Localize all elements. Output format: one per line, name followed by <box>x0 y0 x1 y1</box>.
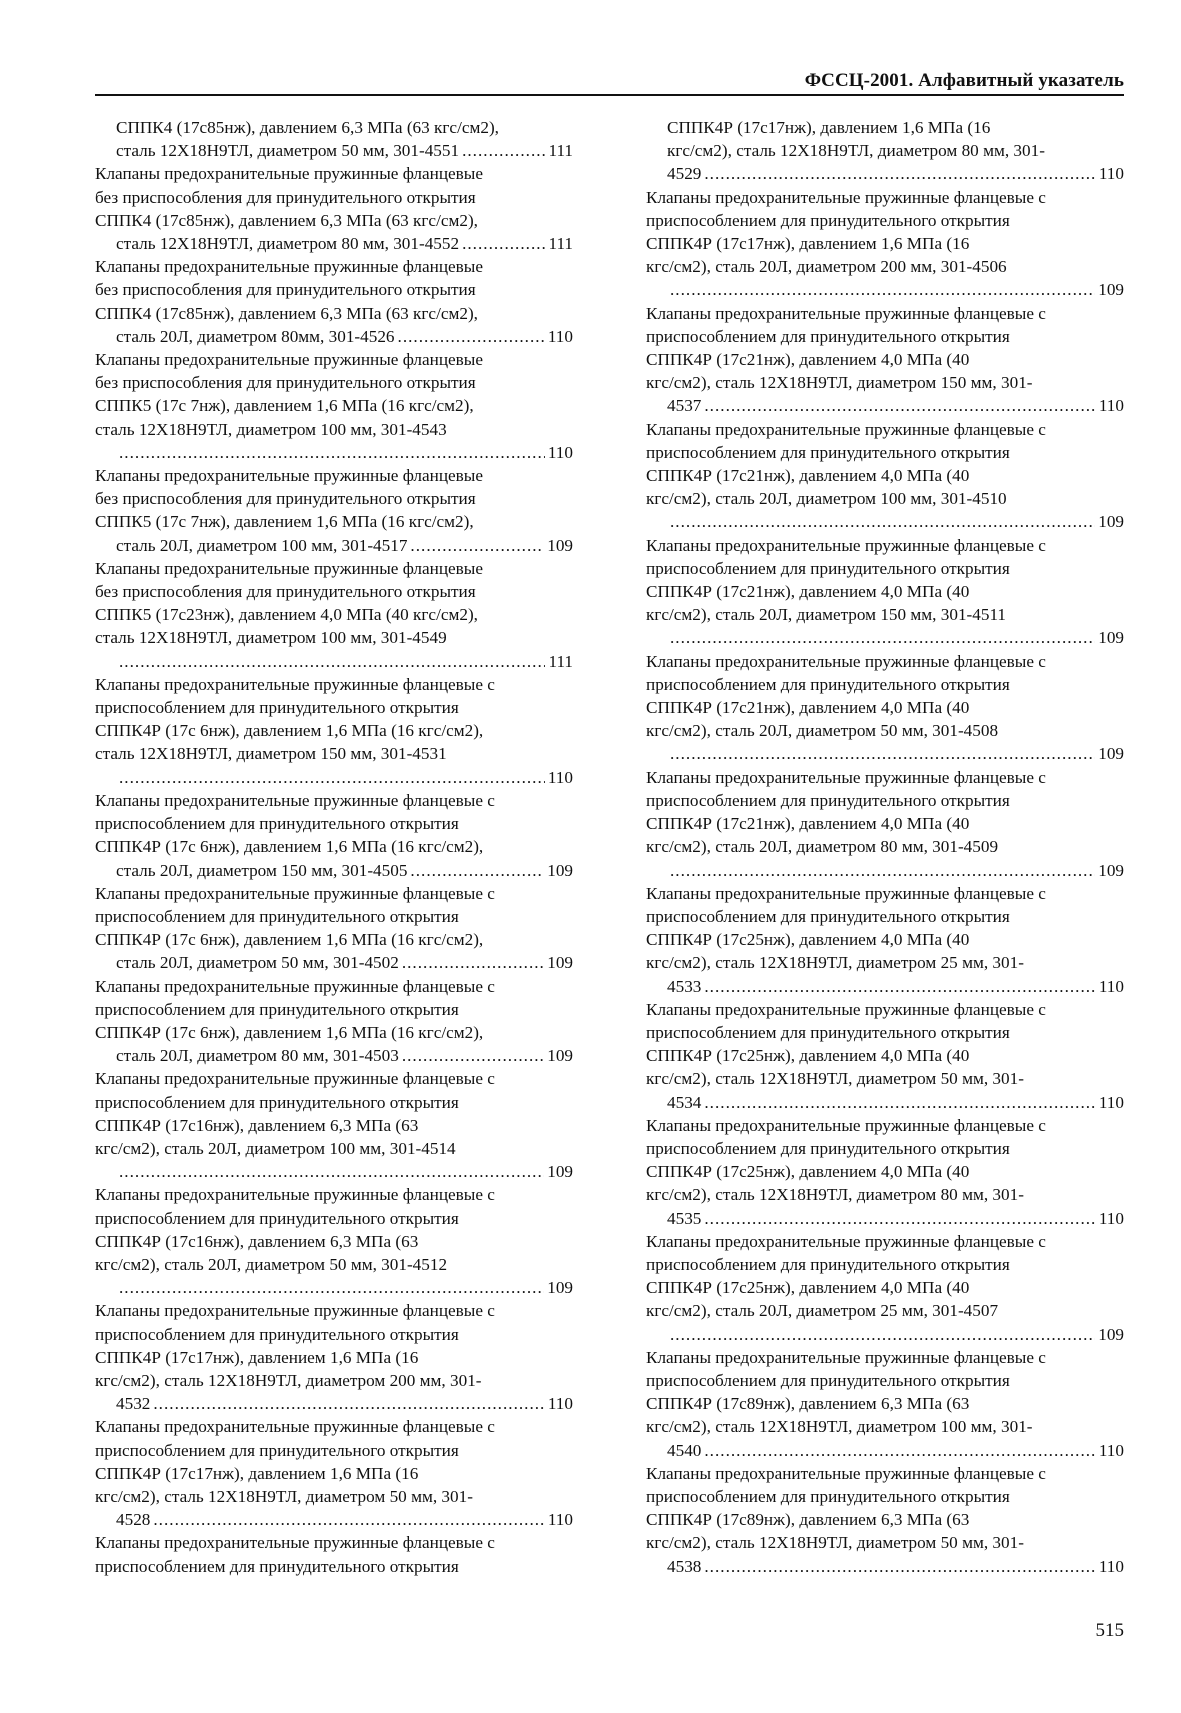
entry-line: сталь 20Л, диаметром 150 мм, 301-4505 <box>116 860 408 880</box>
entry-line: кгс/см2), сталь 20Л, диаметром 200 мм, 301-4506 <box>646 257 1007 277</box>
leader-dots <box>670 859 1095 882</box>
dot-leader <box>667 162 1124 185</box>
dot-leader <box>116 325 573 348</box>
index-entry <box>95 673 573 789</box>
entry-line: СППК4Р (17с21нж), давлением 4,0 МПа (40 <box>646 582 970 602</box>
index-entry <box>646 882 1124 998</box>
entry-line: приспособлением для принудительного открытия <box>95 906 459 926</box>
index-entry <box>95 1531 573 1577</box>
entry-line: Клапаны предохранительные пружинные фланцевые с <box>646 883 1046 903</box>
dot-leader <box>667 626 1124 649</box>
entry-line: СППК5 (17с 7нж), давлением 1,6 МПа (16 кгс/см2), <box>95 512 474 532</box>
leader-dots <box>704 975 1095 998</box>
entry-line: Клапаны предохранительные пружинные фланцевые с <box>95 1533 495 1553</box>
entry-line: без приспособления для принудительного открытия <box>95 489 476 509</box>
entry-line: СППК4 (17с85нж), давлением 6,3 МПа (63 кгс/см2), <box>95 303 478 323</box>
entry-line: СППК4Р (17с21нж), давлением 4,0 МПа (40 <box>646 814 970 834</box>
leader-dots <box>119 1276 544 1299</box>
entry-line: Клапаны предохранительные пружинные фланцевые с <box>95 1301 495 1321</box>
leader-dots <box>462 139 545 162</box>
index-entry <box>95 975 573 1068</box>
entry-line: Клапаны предохранительные пружинные фланцевые с <box>646 1463 1046 1483</box>
entry-line: Клапаны предохранительные пружинные фланцевые с <box>95 1417 495 1437</box>
dot-leader <box>116 951 573 974</box>
entry-line: кгс/см2), сталь 20Л, диаметром 50 мм, 301-4512 <box>95 1254 448 1274</box>
entry-line: 4537 <box>667 396 702 416</box>
entry-line: Клапаны предохранительные пружинные фланцевые с <box>646 419 1046 439</box>
leader-dots <box>704 1207 1095 1230</box>
entry-line: СППК4 (17с85нж), давлением 6,3 МПа (63 кгс/см2), <box>95 210 478 230</box>
entry-line: СППК5 (17с23нж), давлением 4,0 МПа (40 кгс/см2), <box>95 605 478 625</box>
index-entry <box>95 464 573 557</box>
entry-line: приспособлением для принудительного открытия <box>646 1370 1010 1390</box>
entry-line: приспособлением для принудительного открытия <box>646 1254 1010 1274</box>
leader-dots <box>670 510 1095 533</box>
page-reference: 110 <box>1098 1092 1124 1112</box>
page-reference: 110 <box>547 1394 573 1414</box>
entry-line: кгс/см2), сталь 12Х18Н9ТЛ, диаметром 100 мм, 301- <box>646 1417 1033 1437</box>
page-number: 515 <box>1095 1620 1124 1641</box>
entry-line: приспособлением для принудительного открытия <box>95 1208 459 1228</box>
leader-dots <box>410 534 544 557</box>
leader-dots <box>119 441 545 464</box>
entry-line: приспособлением для принудительного открытия <box>95 1440 459 1460</box>
entry-line: приспособлением для принудительного открытия <box>95 999 459 1019</box>
index-entry <box>95 1067 573 1183</box>
entry-line: СППК4Р (17с25нж), давлением 4,0 МПа (40 <box>646 1046 970 1066</box>
leader-dots <box>119 1160 544 1183</box>
entry-line: сталь 20Л, диаметром 80мм, 301-4526 <box>116 326 395 346</box>
entry-line: без приспособления для принудительного открытия <box>95 582 476 602</box>
dot-leader <box>116 1160 573 1183</box>
page-reference: 111 <box>548 234 573 254</box>
index-entry <box>95 255 573 348</box>
dot-leader <box>667 742 1124 765</box>
page-reference: 109 <box>1098 1324 1124 1344</box>
entry-line: Клапаны предохранительные пружинные фланцевые <box>95 164 483 184</box>
leader-dots <box>704 394 1095 417</box>
leader-dots <box>670 742 1095 765</box>
page-reference: 110 <box>1098 396 1124 416</box>
dot-leader <box>667 510 1124 533</box>
entry-line: Клапаны предохранительные пружинные фланцевые <box>95 257 483 277</box>
entry-line: Клапаны предохранительные пружинные фланцевые с <box>95 1069 495 1089</box>
index-entry <box>95 1415 573 1531</box>
index-entry <box>95 116 573 162</box>
page-reference: 110 <box>547 767 573 787</box>
entry-line: приспособлением для принудительного открытия <box>646 210 1010 230</box>
dot-leader <box>116 441 573 464</box>
entry-line: приспособлением для принудительного открытия <box>646 326 1010 346</box>
index-entry <box>646 116 1124 186</box>
entry-line: 4529 <box>667 164 702 184</box>
entry-line: приспособлением для принудительного открытия <box>646 558 1010 578</box>
dot-leader <box>116 1392 573 1415</box>
entry-line: СППК4Р (17с25нж), давлением 4,0 МПа (40 <box>646 1278 970 1298</box>
page-reference: 109 <box>1098 628 1124 648</box>
dot-leader <box>667 278 1124 301</box>
entry-line: приспособлением для принудительного открытия <box>95 1324 459 1344</box>
page-reference: 110 <box>547 326 573 346</box>
entry-line: СППК4Р (17с16нж), давлением 6,3 МПа (63 <box>95 1115 419 1135</box>
page-reference: 111 <box>548 651 573 671</box>
page-reference: 109 <box>547 1162 573 1182</box>
dot-leader <box>667 1091 1124 1114</box>
dot-leader <box>667 394 1124 417</box>
entry-line: СППК4 (17с85нж), давлением 6,3 МПа (63 кгс/см2), <box>116 118 499 137</box>
entry-line: кгс/см2), сталь 20Л, диаметром 25 мм, 301-4507 <box>646 1301 999 1321</box>
entry-line: кгс/см2), сталь 20Л, диаметром 150 мм, 301-4511 <box>646 605 1006 625</box>
entry-line: приспособлением для принудительного открытия <box>95 1556 459 1576</box>
leader-dots <box>670 278 1095 301</box>
entry-line: СППК4Р (17с 6нж), давлением 1,6 МПа (16 кгс/см2), <box>95 721 484 741</box>
entry-line: кгс/см2), сталь 12Х18Н9ТЛ, диаметром 25 мм, 301- <box>646 953 1024 973</box>
index-entry <box>646 534 1124 650</box>
dot-leader <box>116 766 573 789</box>
entry-line: Клапаны предохранительные пружинные фланцевые с <box>95 976 495 996</box>
dot-leader <box>667 1439 1124 1462</box>
dot-leader <box>116 534 573 557</box>
page-reference: 109 <box>547 860 573 880</box>
page-reference: 109 <box>547 535 573 555</box>
entry-line: Клапаны предохранительные пружинные фланцевые с <box>646 303 1046 323</box>
entry-line: приспособлением для принудительного открытия <box>95 698 459 718</box>
page-reference: 109 <box>1098 744 1124 764</box>
entry-line: Клапаны предохранительные пружинные фланцевые с <box>646 651 1046 671</box>
entry-line: кгс/см2), сталь 20Л, диаметром 100 мм, 301-4510 <box>646 489 1007 509</box>
entry-line: сталь 12Х18Н9ТЛ, диаметром 50 мм, 301-4551 <box>116 141 460 161</box>
page-reference: 109 <box>1098 512 1124 532</box>
dot-leader <box>116 1508 573 1531</box>
entry-line: приспособлением для принудительного открытия <box>646 1138 1010 1158</box>
entry-line: кгс/см2), сталь 20Л, диаметром 50 мм, 301-4508 <box>646 721 999 741</box>
entry-line: приспособлением для принудительного открытия <box>646 1022 1010 1042</box>
entry-line: кгс/см2), сталь 12Х18Н9ТЛ, диаметром 80 мм, 301- <box>667 141 1045 161</box>
page-reference: 110 <box>1098 1208 1124 1228</box>
index-entry <box>95 882 573 975</box>
entry-line: сталь 20Л, диаметром 50 мм, 301-4502 <box>116 953 399 973</box>
entry-line: приспособлением для принудительного открытия <box>95 814 459 834</box>
index-entry <box>95 1183 573 1299</box>
index-entry <box>95 557 573 673</box>
page-reference: 109 <box>547 953 573 973</box>
entry-line: сталь 20Л, диаметром 80 мм, 301-4503 <box>116 1046 399 1066</box>
entry-line: СППК4Р (17с21нж), давлением 4,0 МПа (40 <box>646 350 970 370</box>
entry-line: Клапаны предохранительные пружинные фланцевые с <box>646 1231 1046 1251</box>
leader-dots <box>410 859 544 882</box>
entry-line: сталь 12Х18Н9ТЛ, диаметром 100 мм, 301-4549 <box>95 628 447 648</box>
entry-line: приспособлением для принудительного открытия <box>646 442 1010 462</box>
index-entry <box>646 1114 1124 1230</box>
entry-line: приспособлением для принудительного открытия <box>646 906 1010 926</box>
index-entry <box>646 650 1124 766</box>
entry-line: Клапаны предохранительные пружинные фланцевые <box>95 558 483 578</box>
left-column <box>95 116 573 1578</box>
index-entry <box>646 1346 1124 1462</box>
dot-leader <box>116 859 573 882</box>
entry-line: СППК4Р (17с17нж), давлением 1,6 МПа (16 <box>95 1347 419 1367</box>
index-entry <box>95 162 573 255</box>
running-header <box>95 66 1124 96</box>
entry-line: 4538 <box>667 1556 702 1576</box>
dot-leader <box>116 1276 573 1299</box>
entry-line: кгс/см2), сталь 12Х18Н9ТЛ, диаметром 50 мм, 301- <box>646 1069 1024 1089</box>
entry-line: приспособлением для принудительного открытия <box>646 790 1010 810</box>
entry-line: 4535 <box>667 1208 702 1228</box>
leader-dots <box>119 650 545 673</box>
dot-leader <box>116 650 573 673</box>
leader-dots <box>153 1508 544 1531</box>
entry-line: 4534 <box>667 1092 702 1112</box>
entry-line: Клапаны предохранительные пружинные фланцевые с <box>646 187 1046 207</box>
entry-line: кгс/см2), сталь 12Х18Н9ТЛ, диаметром 50 мм, 301- <box>646 1533 1024 1553</box>
entry-line: приспособлением для принудительного открытия <box>95 1092 459 1112</box>
entry-line: Клапаны предохранительные пружинные фланцевые <box>95 466 483 486</box>
entry-line: кгс/см2), сталь 12Х18Н9ТЛ, диаметром 50 мм, 301- <box>95 1486 473 1506</box>
entry-line: кгс/см2), сталь 20Л, диаметром 80 мм, 301-4509 <box>646 837 999 857</box>
page-reference: 110 <box>547 1510 573 1530</box>
leader-dots <box>153 1392 544 1415</box>
index-entry <box>646 302 1124 418</box>
entry-line: СППК4Р (17с 6нж), давлением 1,6 МПа (16 кгс/см2), <box>95 837 484 857</box>
entry-line: кгс/см2), сталь 12Х18Н9ТЛ, диаметром 150 мм, 301- <box>646 373 1033 393</box>
page-reference: 110 <box>1098 1556 1124 1576</box>
entry-line: 4540 <box>667 1440 702 1460</box>
leader-dots <box>462 232 545 255</box>
header-title: ФССЦ-2001. Алфавитный указатель <box>804 70 1124 91</box>
leader-dots <box>704 1439 1095 1462</box>
dot-leader <box>667 1555 1124 1578</box>
dot-leader <box>667 859 1124 882</box>
dot-leader <box>116 232 573 255</box>
page-reference: 109 <box>1098 280 1124 300</box>
entry-line: СППК4Р (17с89нж), давлением 6,3 МПа (63 <box>646 1394 970 1414</box>
page-reference: 110 <box>1098 164 1124 184</box>
entry-line: СППК4Р (17с25нж), давлением 4,0 МПа (40 <box>646 1162 970 1182</box>
right-column <box>646 116 1124 1578</box>
entry-line: СППК4Р (17с17нж), давлением 1,6 МПа (16 <box>667 118 991 137</box>
entry-line: приспособлением для принудительного открытия <box>646 1486 1010 1506</box>
entry-line: Клапаны предохранительные пружинные фланцевые с <box>646 767 1046 787</box>
dot-leader <box>116 139 573 162</box>
index-entry <box>646 186 1124 302</box>
page-reference: 110 <box>1098 976 1124 996</box>
entry-line: СППК4Р (17с25нж), давлением 4,0 МПа (40 <box>646 930 970 950</box>
entry-line: сталь 12Х18Н9ТЛ, диаметром 150 мм, 301-4531 <box>95 744 447 764</box>
leader-dots <box>402 951 544 974</box>
page-reference: 109 <box>547 1278 573 1298</box>
entry-line: без приспособления для принудительного открытия <box>95 280 476 300</box>
page-reference: 110 <box>1098 1440 1124 1460</box>
entry-line: СППК4Р (17с16нж), давлением 6,3 МПа (63 <box>95 1231 419 1251</box>
index-entry <box>95 348 573 464</box>
index-entry <box>646 1230 1124 1346</box>
entry-line: 4532 <box>116 1394 151 1414</box>
entry-line: СППК4Р (17с 6нж), давлением 1,6 МПа (16 кгс/см2), <box>95 930 484 950</box>
entry-line: кгс/см2), сталь 20Л, диаметром 100 мм, 301-4514 <box>95 1138 456 1158</box>
page-reference: 110 <box>547 442 573 462</box>
entry-line: Клапаны предохранительные пружинные фланцевые с <box>95 674 495 694</box>
leader-dots <box>704 1091 1095 1114</box>
entry-line: 4533 <box>667 976 702 996</box>
entry-line: СППК4Р (17с21нж), давлением 4,0 МПа (40 <box>646 466 970 486</box>
entry-line: без приспособления для принудительного открытия <box>95 187 476 207</box>
entry-line: кгс/см2), сталь 12Х18Н9ТЛ, диаметром 200 мм, 301- <box>95 1370 482 1390</box>
entry-line: Клапаны предохранительные пружинные фланцевые с <box>95 790 495 810</box>
leader-dots <box>704 1555 1095 1578</box>
leader-dots <box>670 626 1095 649</box>
index-entry <box>95 789 573 882</box>
dot-leader <box>116 1044 573 1067</box>
index-entry <box>646 418 1124 534</box>
entry-line: СППК4Р (17с 6нж), давлением 1,6 МПа (16 кгс/см2), <box>95 1022 484 1042</box>
page-reference: 109 <box>1098 860 1124 880</box>
entry-line: кгс/см2), сталь 12Х18Н9ТЛ, диаметром 80 мм, 301- <box>646 1185 1024 1205</box>
dot-leader <box>667 975 1124 998</box>
entry-line: Клапаны предохранительные пружинные фланцевые с <box>646 999 1046 1019</box>
dot-leader <box>667 1323 1124 1346</box>
dot-leader <box>667 1207 1124 1230</box>
entry-line: Клапаны предохранительные пружинные фланцевые с <box>95 883 495 903</box>
entry-line: приспособлением для принудительного открытия <box>646 674 1010 694</box>
entry-line: СППК4Р (17с17нж), давлением 1,6 МПа (16 <box>95 1463 419 1483</box>
leader-dots <box>119 766 545 789</box>
index-entry <box>95 1299 573 1415</box>
entry-line: сталь 12Х18Н9ТЛ, диаметром 100 мм, 301-4543 <box>95 419 447 439</box>
entry-line: СППК4Р (17с17нж), давлением 1,6 МПа (16 <box>646 234 970 254</box>
index-entry <box>646 1462 1124 1578</box>
page-reference: 109 <box>547 1046 573 1066</box>
entry-line: сталь 20Л, диаметром 100 мм, 301-4517 <box>116 535 408 555</box>
entry-line: сталь 12Х18Н9ТЛ, диаметром 80 мм, 301-4552 <box>116 234 460 254</box>
page-reference: 111 <box>548 141 573 161</box>
leader-dots <box>398 325 545 348</box>
leader-dots <box>704 162 1095 185</box>
entry-line: СППК4Р (17с89нж), давлением 6,3 МПа (63 <box>646 1510 970 1530</box>
entry-line: Клапаны предохранительные пружинные фланцевые с <box>646 535 1046 555</box>
leader-dots <box>402 1044 544 1067</box>
leader-dots <box>670 1323 1095 1346</box>
entry-line: Клапаны предохранительные пружинные фланцевые с <box>95 1185 495 1205</box>
entry-line: СППК4Р (17с21нж), давлением 4,0 МПа (40 <box>646 698 970 718</box>
entry-line: СППК5 (17с 7нж), давлением 1,6 МПа (16 кгс/см2), <box>95 396 474 416</box>
index-entry <box>646 766 1124 882</box>
entry-line: без приспособления для принудительного открытия <box>95 373 476 393</box>
entry-line: 4528 <box>116 1510 151 1530</box>
entry-line: Клапаны предохранительные пружинные фланцевые <box>95 350 483 370</box>
entry-line: Клапаны предохранительные пружинные фланцевые с <box>646 1115 1046 1135</box>
index-entry <box>646 998 1124 1114</box>
entry-line: Клапаны предохранительные пружинные фланцевые с <box>646 1347 1046 1367</box>
